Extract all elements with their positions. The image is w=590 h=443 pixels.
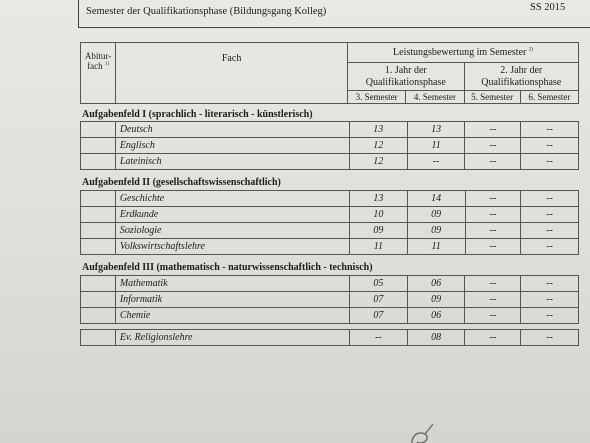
grade-cell: 09 — [407, 223, 465, 239]
grade-cell: -- — [465, 138, 521, 154]
grade-cell: -- — [521, 138, 579, 154]
table-row — [81, 292, 579, 308]
grade-cell: 09 — [407, 207, 465, 223]
group-3-table — [80, 275, 579, 324]
grade-cell: -- — [521, 276, 579, 292]
footnote-marker: 2) — [528, 47, 534, 53]
grade-cell: 11 — [350, 239, 408, 255]
pencil-mark — [403, 420, 443, 443]
sem6-header: 6. Semester — [520, 91, 578, 104]
grade-cell: -- — [521, 292, 579, 308]
sem5-header: 5. Semester — [464, 91, 520, 104]
abitur-cell — [81, 308, 116, 324]
term-label: SS 2015 — [530, 2, 566, 13]
grade-cell: -- — [465, 330, 521, 346]
grade-cell: 09 — [407, 292, 465, 308]
grade-cell: 13 — [407, 122, 465, 138]
year1-header — [348, 63, 464, 91]
grade-cell: -- — [521, 122, 579, 138]
abitur-cell — [81, 239, 116, 255]
abitur-cell — [81, 330, 116, 346]
abitur-cell — [81, 191, 116, 207]
grade-cell: 11 — [407, 239, 465, 255]
subject-cell: Informatik — [115, 292, 349, 308]
grade-cell: -- — [465, 308, 521, 324]
grade-cell: -- — [521, 308, 579, 324]
document-title: Semester der Qualifikationsphase (Bildungsgang Kolleg) — [86, 6, 327, 17]
sem4-header: 4. Semester — [406, 91, 464, 104]
grade-cell: 05 — [349, 276, 407, 292]
table-row — [81, 308, 579, 324]
grade-cell: 13 — [349, 122, 407, 138]
grade-cell: -- — [407, 154, 465, 170]
abitur-cell — [81, 207, 116, 223]
bewertung-header — [348, 43, 579, 63]
grade-cell: -- — [465, 223, 521, 239]
group-title: Aufgabenfeld II (gesellschaftswissenschaftlich) — [82, 177, 281, 188]
grade-cell: 07 — [349, 292, 407, 308]
frame-line — [78, 27, 590, 28]
abitur-cell — [81, 223, 116, 239]
grade-cell: -- — [465, 154, 521, 170]
subject-cell: Mathematik — [115, 276, 349, 292]
grade-cell: 07 — [349, 308, 407, 324]
table-row — [81, 330, 579, 346]
subject-cell: Chemie — [115, 308, 349, 324]
grade-cell: -- — [521, 191, 579, 207]
subject-cell: Soziologie — [115, 223, 349, 239]
subject-cell: Deutsch — [115, 122, 349, 138]
table-row — [81, 122, 579, 138]
subject-cell: Englisch — [115, 138, 349, 154]
grade-cell: 10 — [350, 207, 408, 223]
group-2-table — [80, 190, 579, 255]
grade-cell: 14 — [407, 191, 465, 207]
grade-cell: -- — [521, 154, 579, 170]
year2-sublabel: Qualifikationsphase — [481, 76, 562, 88]
grade-cell: -- — [465, 239, 521, 255]
grade-cell: 08 — [407, 330, 465, 346]
table-row — [81, 276, 579, 292]
grade-cell: 06 — [407, 276, 465, 292]
table-row — [81, 191, 579, 207]
year1-sublabel: Qualifikationsphase — [365, 76, 446, 88]
bewertung-label: Leistungsbewertung im Semester — [393, 47, 527, 58]
abitur-cell — [81, 292, 116, 308]
table-row — [81, 138, 579, 154]
grade-cell: 06 — [407, 308, 465, 324]
subject-cell: Erdkunde — [115, 207, 349, 223]
abitur-cell — [81, 276, 116, 292]
grade-cell: -- — [521, 239, 579, 255]
year1-label: 1. Jahr der — [384, 64, 427, 76]
abitur-cell — [81, 138, 116, 154]
subject-cell: Ev. Religionslehre — [115, 330, 349, 346]
abitur-cell — [81, 154, 116, 170]
grade-cell: -- — [465, 207, 521, 223]
subject-cell: Geschichte — [115, 191, 349, 207]
grade-cell: 12 — [349, 154, 407, 170]
year2-label: 2. Jahr der — [500, 64, 543, 76]
table-row — [81, 154, 579, 170]
abitur-label-2: fach — [87, 61, 103, 71]
subject-cell: Volkswirtschaftslehre — [115, 239, 349, 255]
table-row — [81, 239, 579, 255]
grade-cell: -- — [465, 191, 521, 207]
grade-cell: -- — [465, 276, 521, 292]
grade-cell: -- — [349, 330, 407, 346]
grade-cell: 13 — [350, 191, 408, 207]
abitur-label: Abitur- — [84, 51, 112, 61]
grade-cell: -- — [465, 122, 521, 138]
grade-cell: -- — [521, 207, 579, 223]
grade-cell: -- — [521, 330, 579, 346]
group-title: Aufgabenfeld I (sprachlich - literarisch - künstlerisch) — [82, 109, 313, 120]
table-row — [81, 223, 579, 239]
abitur-cell — [81, 122, 116, 138]
grade-cell: 12 — [349, 138, 407, 154]
grade-cell: -- — [465, 292, 521, 308]
footnote-marker: 1) — [104, 62, 110, 67]
sem3-header: 3. Semester — [348, 91, 406, 104]
frame-line — [78, 0, 79, 28]
grades-table-header — [80, 42, 579, 104]
grade-cell: -- — [521, 223, 579, 239]
fach-column-header: Fach — [116, 43, 348, 104]
religion-table — [80, 329, 579, 346]
subject-cell: Lateinisch — [115, 154, 349, 170]
group-title: Aufgabenfeld III (mathematisch - naturwissenschaftlich - technisch) — [82, 262, 373, 273]
grade-cell: 11 — [407, 138, 465, 154]
year2-header — [464, 63, 579, 91]
abitur-column-header — [81, 43, 116, 104]
grade-cell: 09 — [350, 223, 408, 239]
table-row — [81, 207, 579, 223]
group-1-table — [80, 121, 579, 170]
